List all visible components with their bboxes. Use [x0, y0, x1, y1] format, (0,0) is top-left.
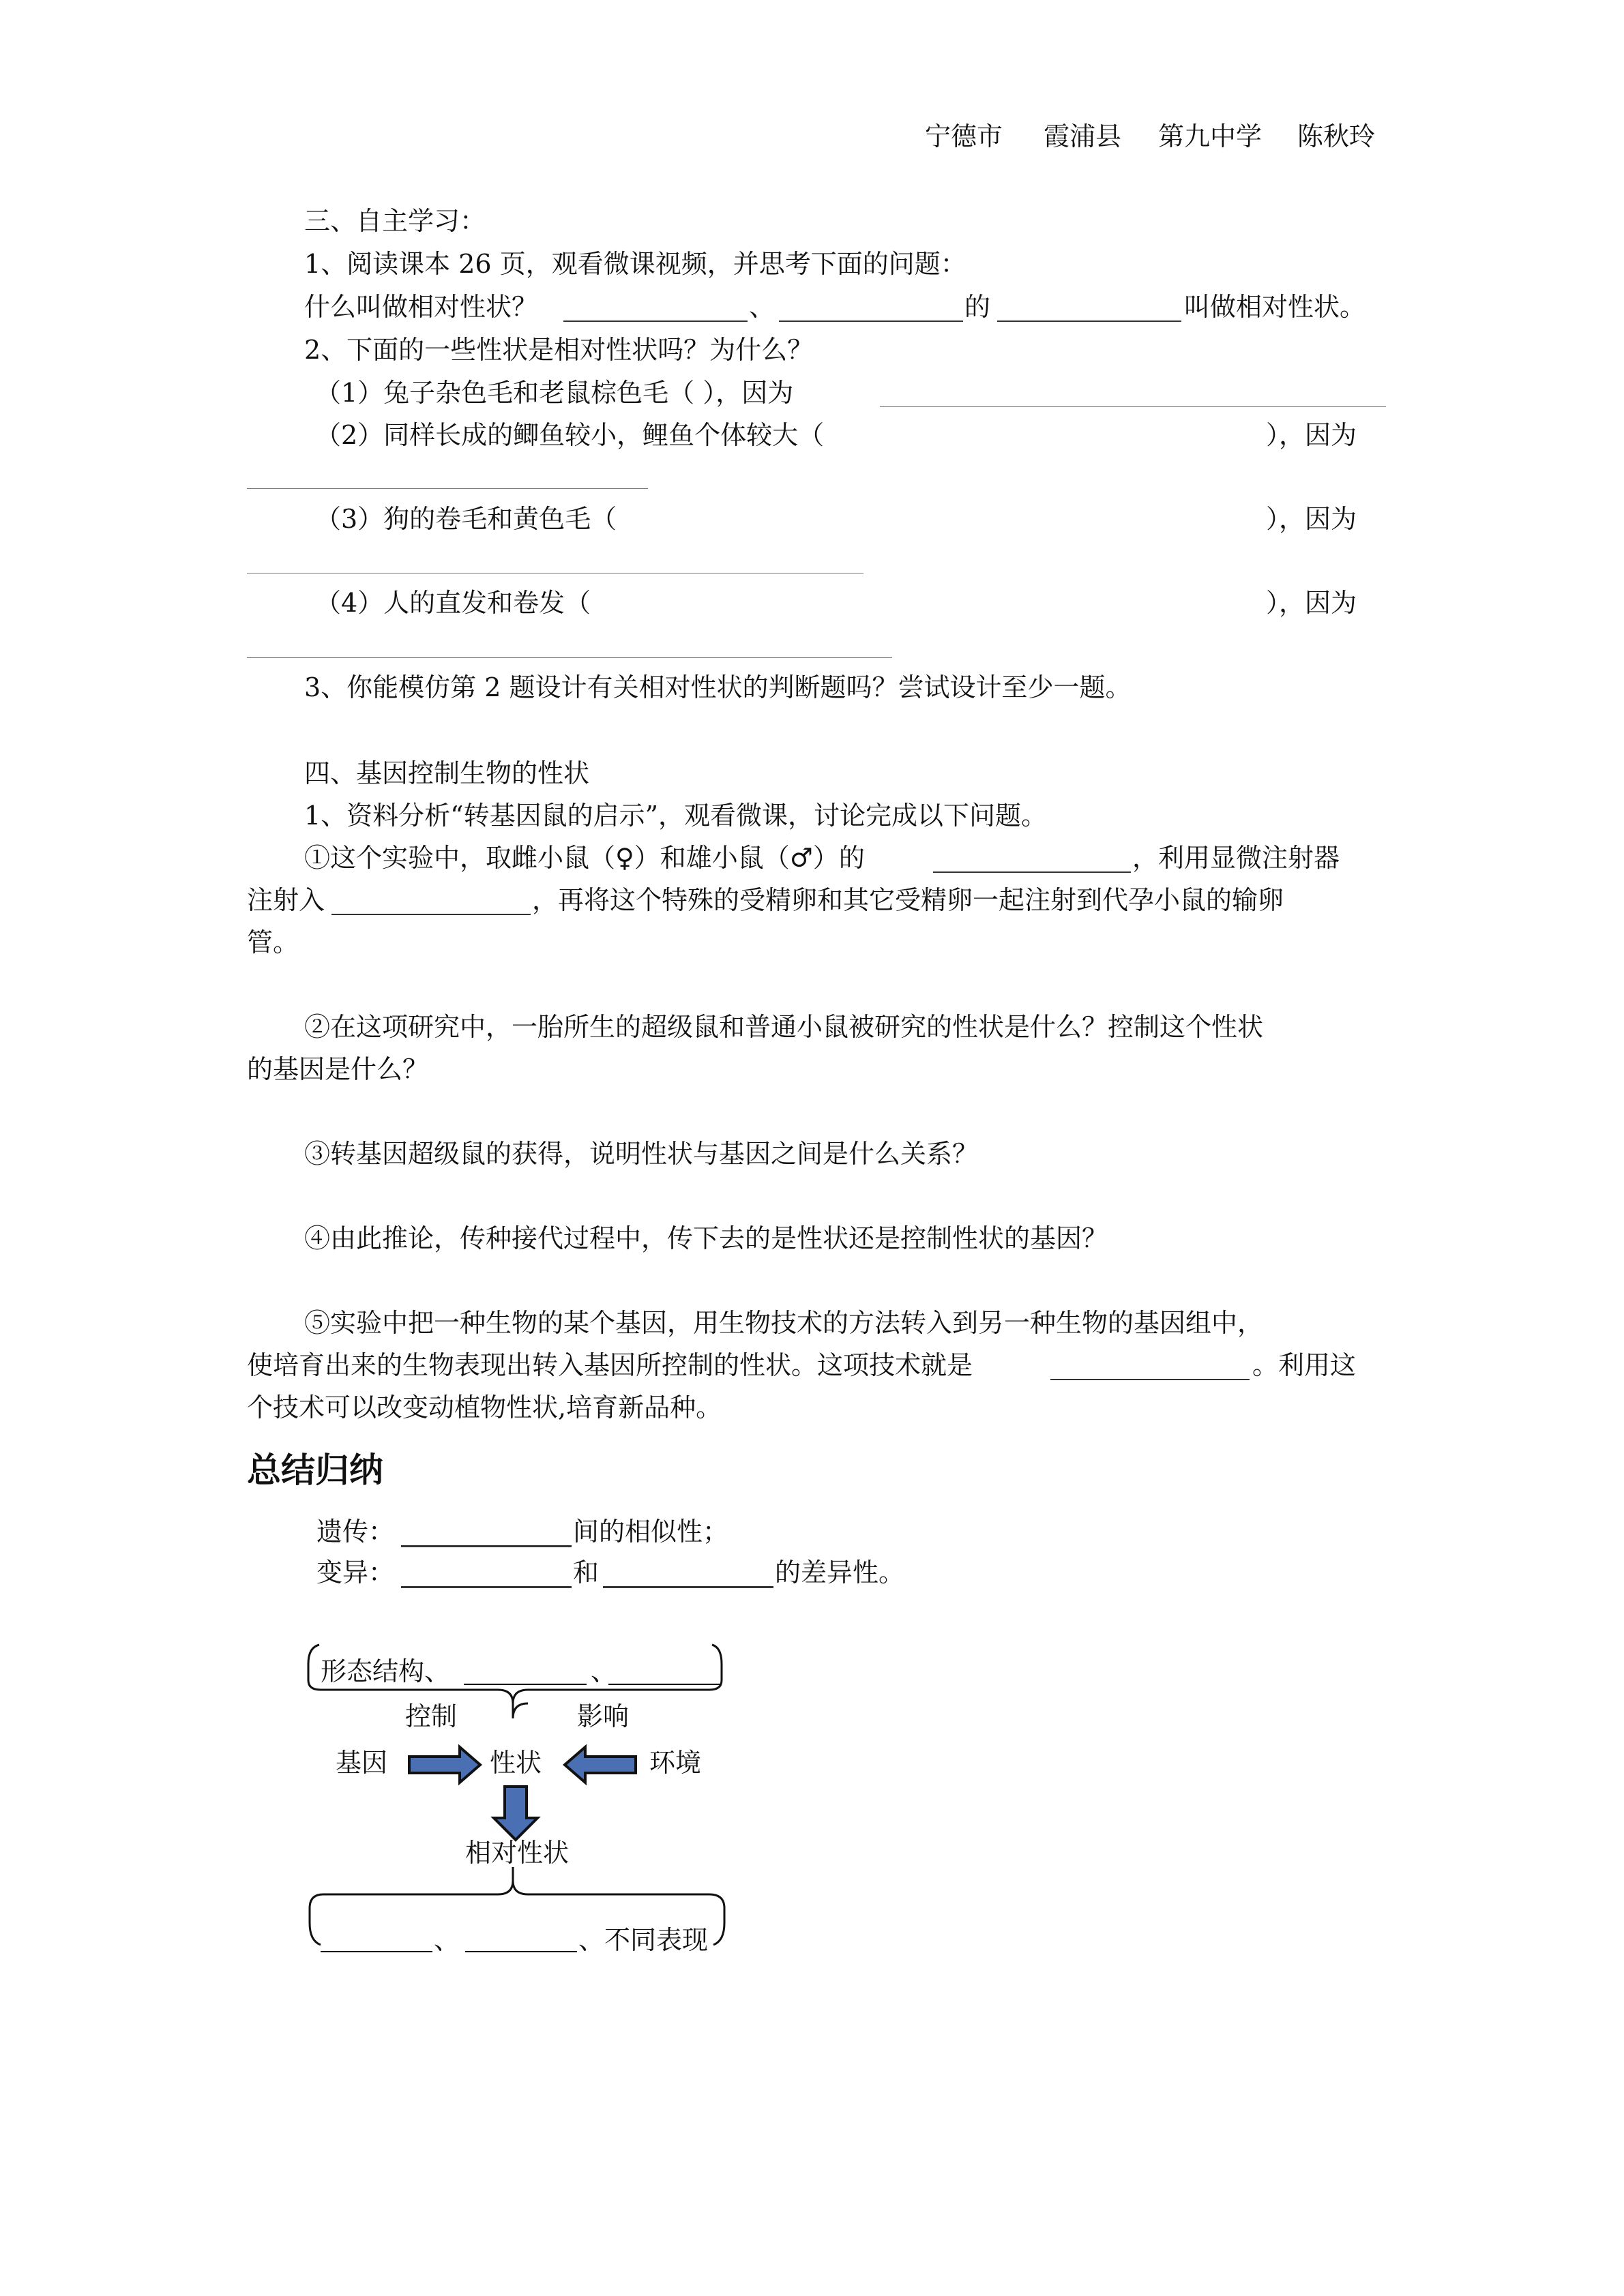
- p5-d: 个技术可以改变动植物性状,培育新品种。: [247, 1392, 722, 1422]
- p2-b: 的基因是什么？: [247, 1054, 429, 1084]
- q2-item-4: （4）人的直发和卷发（: [315, 588, 591, 618]
- p1-e: 管。: [247, 927, 299, 957]
- summary-title: 总结归纳: [247, 1450, 383, 1490]
- q2-item-2-tail: ），因为: [1266, 420, 1357, 450]
- p1-a: ①这个实验中，取雌小鼠（♀）和雄小鼠（♂）的: [304, 843, 865, 873]
- diagram-environment: 环境: [649, 1748, 702, 1778]
- section3-q3: 3、你能模仿第 2 题设计有关相对性状的判断题吗？尝试设计至少一题。: [304, 672, 1132, 702]
- p1-c: 注射入: [247, 885, 325, 915]
- variation-end: 的差异性。: [775, 1557, 905, 1587]
- p5-b: 使培育出来的生物表现出转入基因所控制的性状。这项技术就是: [247, 1350, 973, 1380]
- q2-item-3: （3）狗的卷毛和黄色毛（: [315, 504, 617, 534]
- diagram-trait: 性状: [490, 1748, 542, 1778]
- diagram-bottom-sep: 、: [434, 1925, 460, 1955]
- q1-de: 的: [964, 292, 991, 322]
- p1-d: ，再将这个特殊的受精卵和其它受精卵一起注射到代孕小鼠的输卵: [532, 885, 1284, 915]
- p5-a: ⑤实验中把一种生物的某个基因，用生物技术的方法转入到另一种生物的基因组中，: [304, 1308, 1264, 1338]
- diagram-relative-traits: 相对性状: [465, 1838, 570, 1868]
- variation-mid: 和: [573, 1557, 600, 1587]
- diagram-top-text: 形态结构、: [321, 1656, 451, 1686]
- heredity-label: 遗传：: [316, 1517, 395, 1547]
- section4-title: 四、基因控制生物的性状: [304, 758, 590, 788]
- header-county: 霞浦县: [1044, 121, 1122, 151]
- header-city: 宁德市: [925, 121, 1003, 151]
- q2-item-1: （1）兔子杂色毛和老鼠棕色毛（ ），因为: [315, 378, 794, 408]
- bottom-brace: [310, 1867, 513, 1945]
- p1-b: ，利用显微注射器: [1132, 843, 1340, 873]
- sep-dun: 、: [749, 292, 776, 322]
- p5-c: 。利用这: [1252, 1350, 1357, 1380]
- diagram-gene: 基因: [336, 1748, 388, 1778]
- diagram-top-sep: 、: [591, 1656, 617, 1686]
- arrow-trait-down: [494, 1787, 537, 1840]
- variation-label: 变异：: [316, 1557, 395, 1587]
- heredity-end: 间的相似性；: [573, 1517, 729, 1547]
- diagram-control: 控制: [405, 1701, 458, 1731]
- section3-q1-prompt: 什么叫做相对性状？: [304, 292, 538, 322]
- p4: ④由此推论，传种接代过程中，传下去的是性状还是控制性状的基因？: [304, 1223, 1108, 1253]
- top-brace-right: [513, 1645, 722, 1703]
- arrow-gene-to-trait: [409, 1747, 480, 1783]
- q2-item-3-tail: ），因为: [1266, 504, 1357, 534]
- section3-q2-title: 2、下面的一些性状是相对性状吗？为什么？: [304, 335, 814, 365]
- arrow-env-to-trait: [565, 1747, 636, 1783]
- p2-a: ②在这项研究中，一胎所生的超级鼠和普通小鼠被研究的性状是什么？控制这个性状: [304, 1012, 1264, 1042]
- q2-item-4-tail: ），因为: [1266, 588, 1357, 618]
- header-author: 陈秋玲: [1297, 121, 1376, 151]
- section3-title: 三、自主学习：: [304, 206, 486, 236]
- p3: ③转基因超级鼠的获得，说明性状与基因之间是什么关系？: [304, 1139, 979, 1169]
- section4-q1-intro: 1、资料分析“转基因鼠的启示”，观看微课，讨论完成以下问题。: [304, 801, 1048, 831]
- diagram-bottom-end: 、不同表现: [578, 1925, 709, 1955]
- q2-item-2: （2）同样长成的鲫鱼较小，鲤鱼个体较大（: [315, 420, 825, 450]
- section3-q1-intro: 1、阅读课本 26 页，观看微课视频，并思考下面的问题：: [304, 249, 966, 279]
- diagram-influence: 影响: [577, 1701, 630, 1731]
- header-school: 第九中学: [1158, 121, 1263, 151]
- q1-end: 叫做相对性状。: [1184, 292, 1366, 322]
